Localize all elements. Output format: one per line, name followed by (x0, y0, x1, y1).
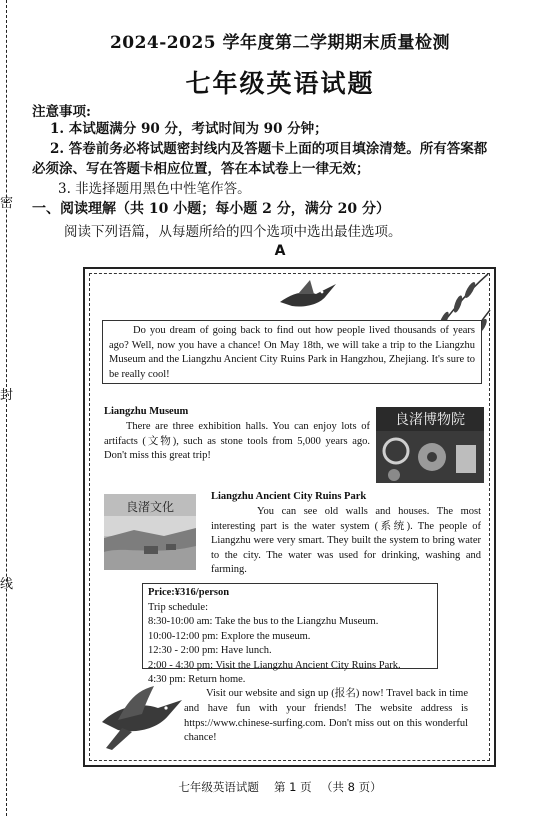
notice-item-1: 1. 本试题满分 90 分，考试时间为 90 分钟； (50, 121, 328, 137)
park-landscape-image (104, 516, 196, 570)
price-text: Price:¥316/person (148, 587, 230, 598)
section-heading: 一、阅读理解（共 10 小题；每小题 2 分，满分 20 分） (32, 201, 390, 217)
page-footer: 七年级英语试题 第 1 页 （共 8 页） (178, 780, 382, 794)
binding-margin-char-xian: 线 (0, 577, 14, 592)
bird-bottom-icon (98, 682, 186, 754)
subject-title: 七年级英语试题 (185, 69, 375, 98)
park-title: Liangzhu Ancient City Ruins Park (211, 491, 367, 502)
notice-item-3: 3. 非选择题用黑色中性笔作答。 (58, 181, 251, 197)
schedule-item: 2:00 - 4:30 pm: Visit the Liangzhu Ancient City Ruins Park. (148, 659, 401, 671)
bird-top-icon (276, 278, 340, 314)
schedule-item: 8:30-10:00 am: Take the bus to the Liangzhu Museum. (148, 616, 379, 627)
exam-title: 2024-2025 学年度第二学期期末质量检测 (109, 33, 451, 53)
schedule-label: Trip schedule: (148, 601, 208, 613)
notice-item-2-line-1: 2. 答卷前务必将试题密封线内及答题卡上面的项目填涂清楚。所有答案都 (50, 141, 488, 157)
museum-title: Liangzhu Museum (104, 406, 189, 417)
schedule-item: 10:00-12:00 pm: Explore the museum. (148, 630, 311, 642)
binding-dashed-line (6, 0, 7, 816)
museum-photo (376, 407, 484, 483)
notice-heading: 注意事项: (32, 104, 91, 120)
schedule-item: 4:30 pm: Return home. (148, 674, 246, 685)
park-photo-caption: 良渚文化 (125, 500, 174, 514)
park-text: You can see old walls and houses. The most interesting part is the water system (系统). The people of Liangzhu were very smart. They built the system to bring water to the city. The water was used for drinking, washing and farming. (211, 506, 481, 575)
park-photo (104, 494, 196, 570)
section-direction: 阅读下列语篇，从每题所给的四个选项中选出最佳选项。 (64, 224, 402, 240)
museum-photo-caption: 良渚博物院 (395, 412, 465, 428)
binding-margin-char-feng: 封 (0, 388, 14, 403)
trip-schedule-box (142, 583, 438, 685)
intro-text-box: Do you dream of going back to find out how people lived thousands of years ago? Well, now you have a chance! On May 18th, we will take a trip to the Liangzhu Museum and the Liangzhu Ancient City Ruins Park in Hangzhou, Zhejiang. It's sure to be really cool! (102, 320, 482, 384)
museum-text: There are three exhibition halls. You can enjoy lots of artifacts (文物), such as stone tools from 5,000 years ago. Don't miss this great trip! (104, 421, 370, 461)
museum-artifacts-image (376, 431, 484, 483)
notice-item-2-line-2: 必须涂、写在答题卡相应位置，答在本试卷上一律无效； (32, 161, 370, 177)
binding-margin-char-mi: 密 (0, 196, 14, 211)
passage-letter: A (274, 243, 286, 259)
closing-text: Visit our website and sign up (报名) now! Travel back in time and have fun with your friends! The website address is https://www.chinese-surfing.com. Don't miss out on this wonderful chance! (184, 688, 468, 744)
schedule-item: 12:30 - 2:00 pm: Have lunch. (148, 645, 272, 656)
